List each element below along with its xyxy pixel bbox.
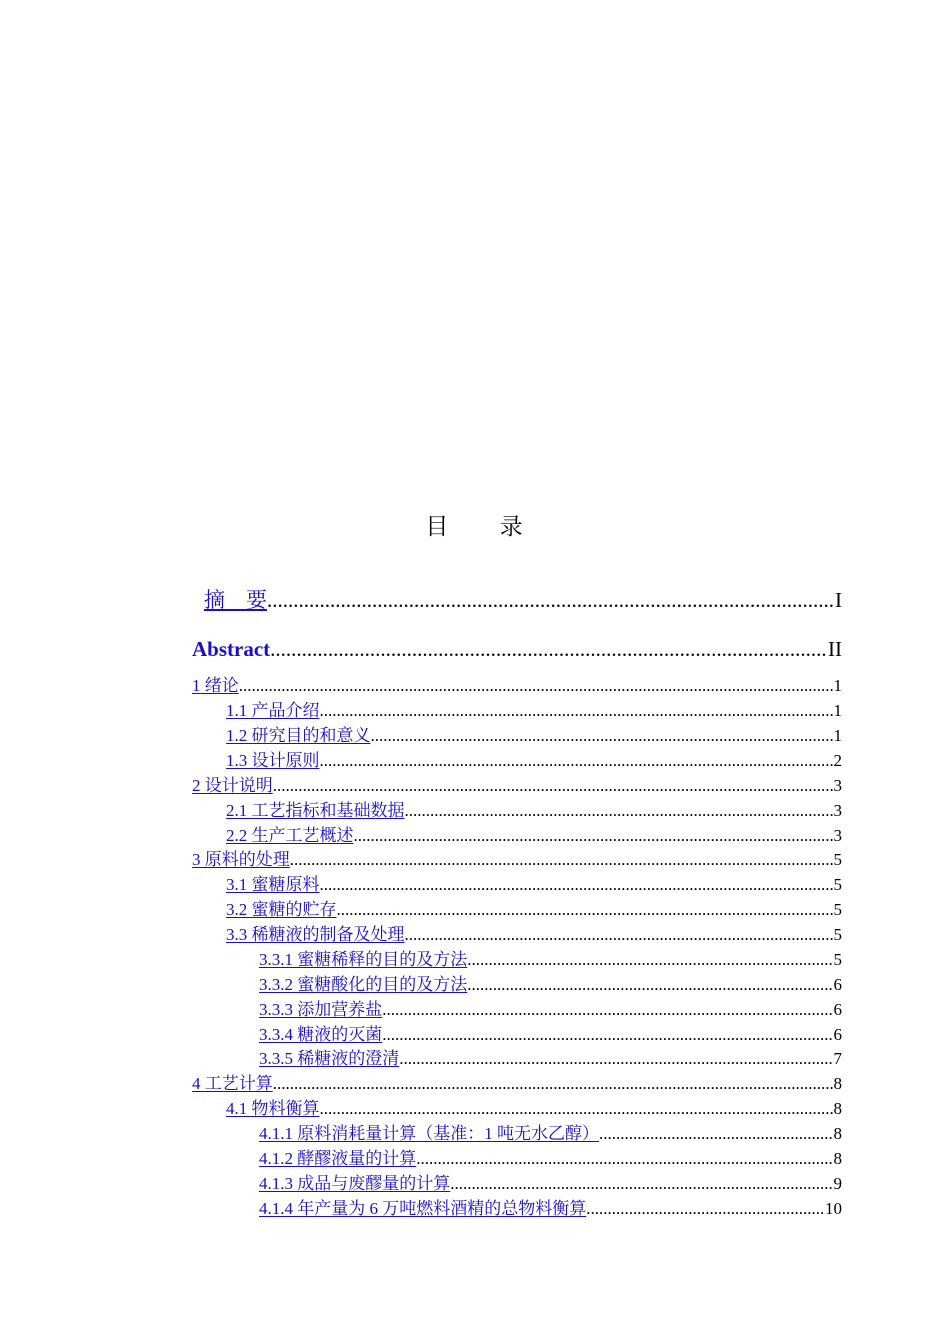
toc-link[interactable]: 2.2 生产工艺概述 xyxy=(226,826,354,845)
toc-entry-2-2[interactable] xyxy=(192,822,842,846)
toc-page-number: 5 xyxy=(833,850,842,869)
toc-leader xyxy=(267,588,835,612)
toc-page-number: 8 xyxy=(833,1099,842,1118)
toc-leader xyxy=(450,1174,833,1194)
toc-link[interactable]: 1.3 设计原则 xyxy=(226,751,320,770)
toc-link[interactable]: 3.2 蜜糖的贮存 xyxy=(226,900,337,919)
toc-leader xyxy=(354,826,834,846)
toc-link[interactable]: 4.1.1 原料消耗量计算（基准：1 吨无水乙醇） xyxy=(259,1124,599,1143)
toc-page-number: 7 xyxy=(833,1049,842,1068)
toc-page-number: 6 xyxy=(833,975,842,994)
toc-page-number: 3 xyxy=(833,801,842,820)
toc-link[interactable]: 3.3.1 蜜糖稀释的目的及方法 xyxy=(259,950,468,969)
toc-leader xyxy=(399,1049,833,1069)
toc-leader xyxy=(273,776,834,796)
toc-entry-1-2[interactable] xyxy=(192,722,842,746)
toc-link[interactable]: 2 设计说明 xyxy=(192,776,273,795)
toc-link[interactable]: 1.1 产品介绍 xyxy=(226,701,320,720)
toc-page-number: 2 xyxy=(833,751,842,770)
toc-entry-chapter-2[interactable] xyxy=(192,772,842,796)
toc-entry-1-3[interactable] xyxy=(192,747,842,771)
toc-page-number: 3 xyxy=(833,826,842,845)
toc-leader xyxy=(382,1025,833,1045)
toc-entry-3-3-2[interactable] xyxy=(192,971,842,995)
toc-leader xyxy=(320,701,834,721)
toc-entry-4-1-4[interactable] xyxy=(192,1195,842,1219)
toc-leader xyxy=(273,1074,834,1094)
toc-title: 目 录 xyxy=(425,514,525,540)
toc-page-number: 5 xyxy=(833,875,842,894)
toc-entry-3-2[interactable] xyxy=(192,896,842,920)
toc-leader xyxy=(371,726,834,746)
toc-leader xyxy=(599,1124,834,1144)
toc-entry-3-3-3[interactable] xyxy=(192,996,842,1020)
toc-entry-3-3-5[interactable] xyxy=(192,1045,842,1069)
toc-leader xyxy=(416,1149,833,1169)
toc-leader xyxy=(586,1199,825,1219)
toc-entry-1-1[interactable] xyxy=(192,697,842,721)
toc-entry-3-1[interactable] xyxy=(192,871,842,895)
toc-leader xyxy=(320,751,834,771)
toc-entry-4-1-1[interactable] xyxy=(192,1120,842,1144)
toc-link[interactable]: Abstract xyxy=(192,637,271,661)
toc-leader xyxy=(239,676,834,696)
toc-entry-chapter-4[interactable] xyxy=(192,1070,842,1094)
toc-page-number: 10 xyxy=(825,1199,842,1218)
toc-link[interactable]: 2.1 工艺指标和基础数据 xyxy=(226,801,405,820)
toc-link[interactable]: 3.1 蜜糖原料 xyxy=(226,875,320,894)
toc-page-number: 1 xyxy=(833,726,842,745)
toc-entry-3-3[interactable] xyxy=(192,921,842,945)
toc-page-number: 3 xyxy=(833,776,842,795)
toc-link[interactable]: 4.1 物料衡算 xyxy=(226,1099,320,1118)
toc-link[interactable]: 1 绪论 xyxy=(192,676,239,695)
toc-leader xyxy=(467,950,833,970)
toc-page-number: 1 xyxy=(833,701,842,720)
toc-link[interactable]: 3.3.5 稀糖液的澄清 xyxy=(259,1049,400,1068)
toc-link[interactable]: 4.1.2 酵醪液量的计算 xyxy=(259,1149,417,1168)
toc-page-number: 1 xyxy=(833,676,842,695)
toc-entry-4-1[interactable] xyxy=(192,1095,842,1119)
toc-leader xyxy=(290,850,834,870)
toc-entry-chapter-1[interactable] xyxy=(192,672,842,696)
toc-page-number: 6 xyxy=(833,1000,842,1019)
toc-link[interactable]: 3.3.3 添加营养盐 xyxy=(259,1000,383,1019)
toc-leader xyxy=(405,801,834,821)
toc-page-number: 8 xyxy=(833,1149,842,1168)
toc-page-number: 8 xyxy=(833,1124,842,1143)
toc-leader xyxy=(320,1099,834,1119)
toc-link[interactable]: 3.3.2 蜜糖酸化的目的及方法 xyxy=(259,975,468,994)
toc-leader xyxy=(320,875,834,895)
toc-link[interactable]: 4 工艺计算 xyxy=(192,1074,273,1093)
toc-leader xyxy=(270,637,828,661)
toc-page-number: 9 xyxy=(833,1174,842,1193)
toc-link[interactable]: 4.1.4 年产量为 6 万吨燃料酒精的总物料衡算 xyxy=(259,1199,587,1218)
toc-page-number: 6 xyxy=(833,1025,842,1044)
toc-page-number: I xyxy=(835,588,842,612)
toc-link[interactable]: 3.3 稀糖液的制备及处理 xyxy=(226,925,405,944)
toc-page-number: 8 xyxy=(833,1074,842,1093)
toc-page-number: 5 xyxy=(833,925,842,944)
toc-entry-4-1-3[interactable] xyxy=(192,1170,842,1194)
toc-link[interactable]: 1.2 研究目的和意义 xyxy=(226,726,371,745)
toc-entry-abstract-cn[interactable] xyxy=(192,584,842,612)
toc-leader xyxy=(405,925,834,945)
toc-link[interactable]: 摘 要 xyxy=(204,588,267,612)
toc-link[interactable]: 3 原料的处理 xyxy=(192,850,290,869)
toc-entry-3-3-4[interactable] xyxy=(192,1021,842,1045)
toc-page-number: II xyxy=(828,637,842,661)
toc-entry-chapter-3[interactable] xyxy=(192,846,842,870)
toc-leader xyxy=(337,900,834,920)
toc-entry-abstract-en[interactable] xyxy=(192,633,842,661)
toc-entry-3-3-1[interactable] xyxy=(192,946,842,970)
toc-leader xyxy=(467,975,833,995)
toc-leader xyxy=(382,1000,833,1020)
toc-link[interactable]: 4.1.3 成品与废醪量的计算 xyxy=(259,1174,451,1193)
toc-page-number: 5 xyxy=(833,950,842,969)
toc-entry-2-1[interactable] xyxy=(192,797,842,821)
toc-entry-4-1-2[interactable] xyxy=(192,1145,842,1169)
toc-link[interactable]: 3.3.4 糖液的灭菌 xyxy=(259,1025,383,1044)
toc-page-number: 5 xyxy=(833,900,842,919)
